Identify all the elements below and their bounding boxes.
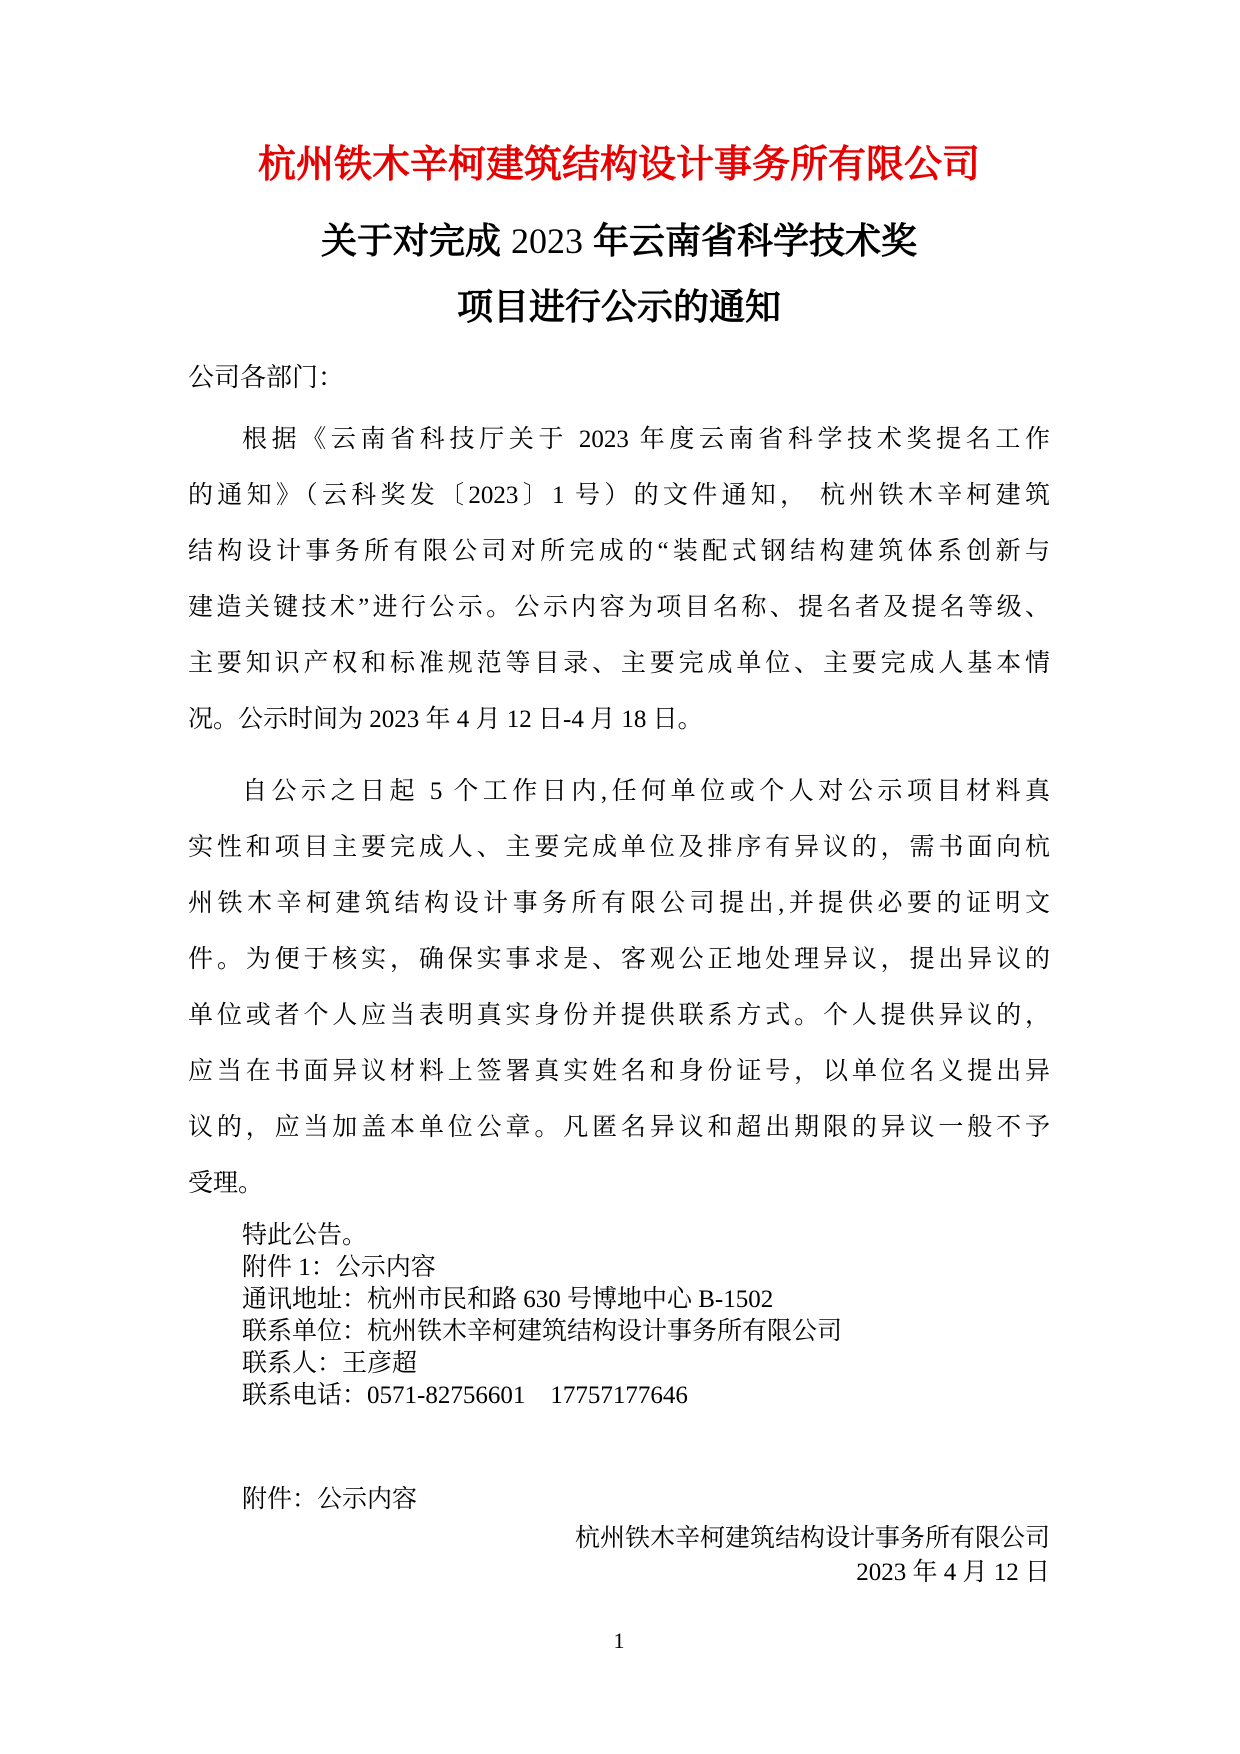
body-line: 结构设计事务所有限公司对所完成的“装配式钢结构建筑体系创新与: [188, 538, 1050, 565]
body-line: 根据《云南省科技厅关于 2023 年度云南省科学技术奖提名工作: [242, 426, 1050, 453]
paragraph-2: [188, 764, 1050, 1212]
contact-unit: 联系单位：杭州铁木辛柯建筑结构设计事务所有限公司: [242, 1318, 843, 1345]
body-line: 应当在书面异议材料上签署真实姓名和身份证号，以单位名义提出异: [188, 1058, 1050, 1085]
body-line: 况。公示时间为 2023 年 4 月 12 日-4 月 18 日。: [188, 706, 703, 733]
company-title: 杭州铁木辛柯建筑结构设计事务所有限公司: [257, 144, 980, 186]
body-line: 建造关键技术”进行公示。公示内容为项目名称、提名者及提名等级、: [188, 594, 1050, 621]
signature-company: 杭州铁木辛柯建筑结构设计事务所有限公司: [574, 1525, 1050, 1552]
body-line: 件。为便于核实，确保实事求是、客观公正地处理异议，提出异议的: [188, 946, 1050, 973]
notice-title-line-1: [188, 216, 1050, 266]
attachment-label: 附件：公示内容: [242, 1486, 418, 1513]
signature-date: 2023 年 4 月 12 日: [856, 1559, 1050, 1586]
body-line: 单位或者个人应当表明真实身份并提供联系方式。个人提供异议的，: [188, 1002, 1050, 1029]
closing-statement: 特此公告。: [242, 1222, 368, 1249]
notice-title-line-1-post: 年云南省科学技术奖: [583, 220, 918, 261]
contact-phone: 联系电话：0571-82756601 17757177646: [242, 1382, 688, 1409]
contact-person: 联系人：王彦超: [242, 1350, 418, 1377]
paragraph-1: [188, 412, 1050, 748]
attachment-1-label: 附件 1：公示内容: [242, 1254, 436, 1281]
mailing-address: 通讯地址：杭州市民和路 630 号博地中心 B-1502: [242, 1286, 774, 1313]
notice-title-year: 2023: [511, 221, 583, 261]
body-line: 实性和项目主要完成人、主要完成单位及排序有异议的，需书面向杭: [188, 834, 1050, 861]
body-line: 主要知识产权和标准规范等目录、主要完成单位、主要完成人基本情: [188, 650, 1050, 677]
notice-title-line-1-pre: 关于对完成: [320, 220, 511, 261]
page-number: 1: [613, 1628, 625, 1653]
body-line: 自公示之日起 5 个工作日内,任何单位或个人对公示项目材料真: [242, 778, 1050, 805]
signature-block: [188, 1522, 1050, 1590]
body-line: 受理。: [188, 1170, 264, 1197]
body-line: 州铁木辛柯建筑结构设计事务所有限公司提出,并提供必要的证明文: [188, 890, 1050, 917]
body-line: 的通知》（云科奖发〔2023〕1 号）的文件通知， 杭州铁木辛柯建筑: [188, 482, 1050, 509]
notice-title-line-2: 项目进行公示的通知: [456, 286, 781, 327]
closing-block: [188, 1220, 1050, 1412]
body-line: 议的，应当加盖本单位公章。凡匿名异议和超出期限的异议一般不予: [188, 1114, 1050, 1141]
salutation: 公司各部门：: [188, 363, 345, 392]
